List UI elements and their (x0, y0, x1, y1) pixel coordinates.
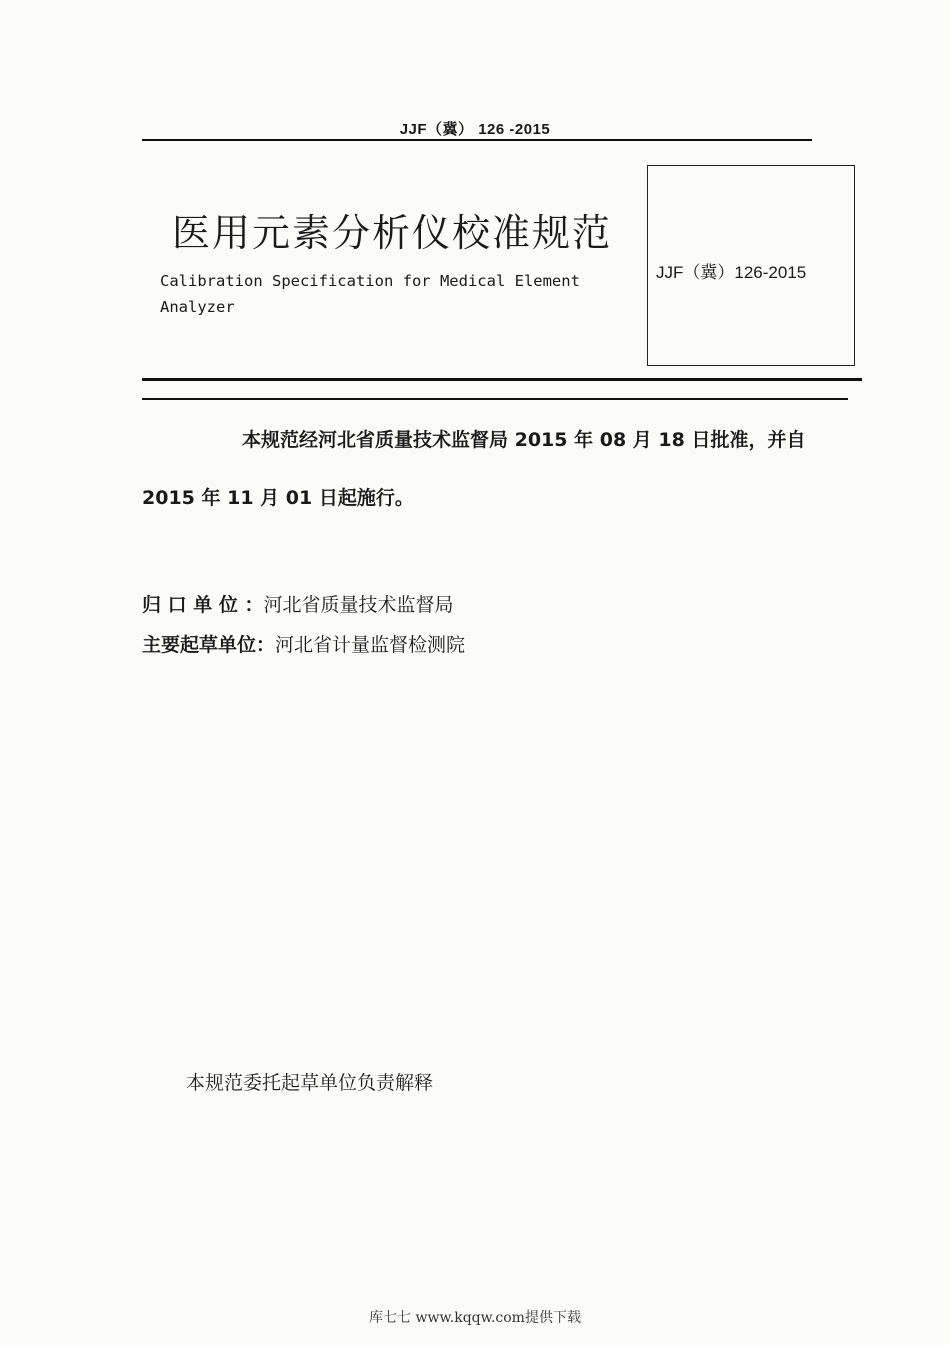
english-title: Calibration Specification for Medical Element Analyzer (160, 272, 580, 316)
approval-statement (142, 411, 862, 527)
responsible-unit-row (142, 590, 453, 617)
standard-code-box (647, 165, 855, 366)
approval-line-2: 2015 年 11 月 01 日起施行。 (142, 487, 414, 509)
drafting-unit-row (142, 630, 465, 657)
title-divider-bottom (142, 398, 848, 400)
drafting-unit-label: 主要起草单位： (142, 634, 276, 656)
page-title: 医用元素分析仪校准规范 (172, 211, 613, 255)
responsible-unit-label: 归 口 单 位 ： (142, 594, 264, 616)
standard-code-box-text: JJF（冀）126-2015 (656, 263, 807, 282)
header-divider (142, 139, 812, 141)
approval-line-1: 本规范经河北省质量技术监督局 2015 年 08 月 18 日批准，并自 (242, 429, 806, 451)
responsible-unit-value: 河北省质量技术监督局 (263, 594, 454, 616)
title-divider-top (142, 378, 862, 381)
header-standard-code: JJF（冀） 126 -2015 (399, 121, 551, 138)
download-footer: 库七七 www.kqqw.com提供下载 (369, 1310, 581, 1326)
drafting-unit-value: 河北省计量监督检测院 (275, 634, 466, 656)
interpretation-note: 本规范委托起草单位负责解释 (186, 1072, 434, 1094)
